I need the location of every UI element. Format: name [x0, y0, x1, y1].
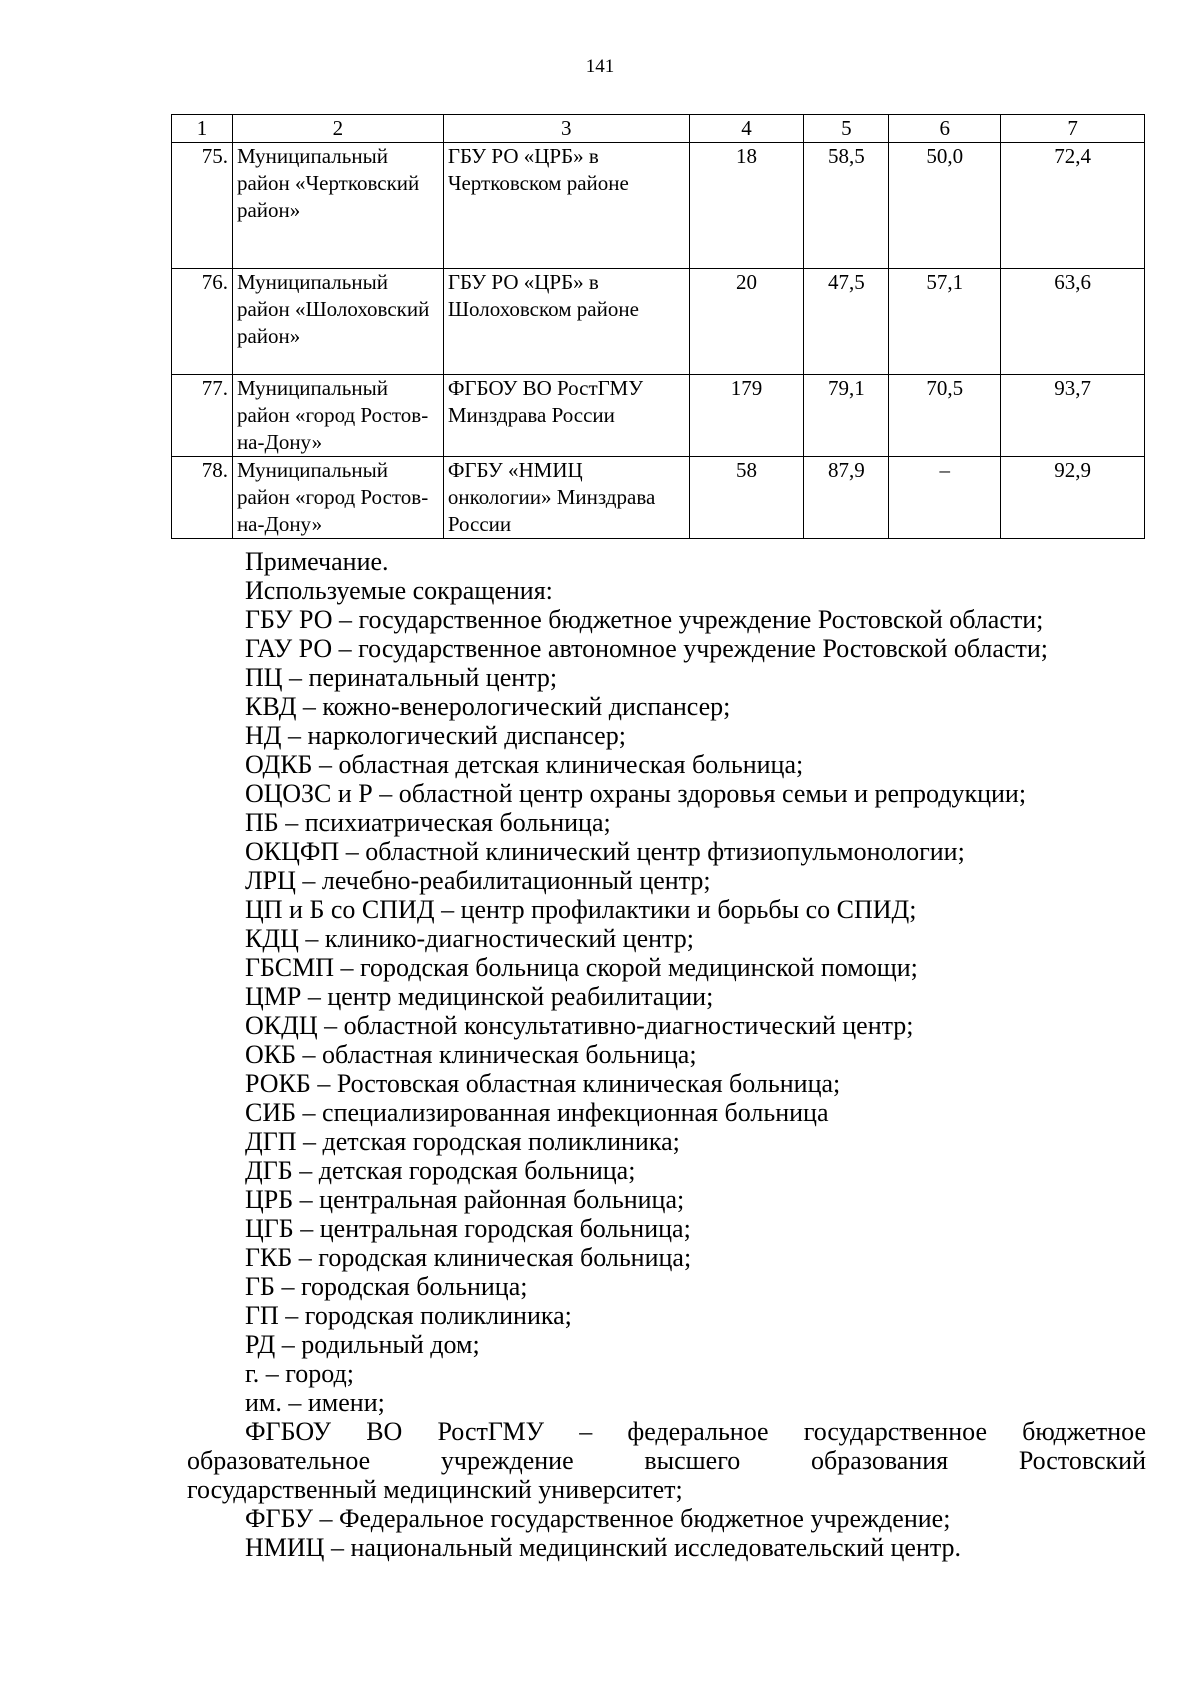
abbreviation-item: ГБУ РО – государственное бюджетное учреждение Ростовской области;: [245, 605, 1044, 634]
value-cell: 57,1: [889, 269, 1001, 375]
district-cell: Муниципальный район «Шолоховский район»: [232, 269, 443, 375]
district-cell: Муниципальный район «Чертковский район»: [232, 143, 443, 269]
abbreviation-item: ОЦОЗС и Р – областной центр охраны здоровья семьи и репродукции;: [245, 779, 1027, 808]
row-number: 78.: [172, 457, 233, 539]
column-header: 5: [804, 115, 889, 143]
abbreviation-item: КДЦ – клинико-диагностический центр;: [245, 924, 694, 953]
value-cell: –: [889, 457, 1001, 539]
row-number: 76.: [172, 269, 233, 375]
notes-section: [187, 547, 1146, 1562]
value-cell: 72,4: [1001, 143, 1145, 269]
value-cell: 179: [689, 375, 804, 457]
value-cell: 92,9: [1001, 457, 1145, 539]
value-cell: 58,5: [804, 143, 889, 269]
abbreviation-item: РОКБ – Ростовская областная клиническая больница;: [245, 1069, 841, 1098]
abbreviation-item: НД – наркологический диспансер;: [245, 721, 626, 750]
abbreviation-item: ДГП – детская городская поликлиника;: [245, 1127, 680, 1156]
abbreviation-item: ЦГБ – центральная городская больница;: [245, 1214, 691, 1243]
institution-cell: ГБУ РО «ЦРБ» в Шолоховском районе: [443, 269, 689, 375]
abbreviation-item: ОДКБ – областная детская клиническая больница;: [245, 750, 804, 779]
table-header-row: [172, 115, 1145, 143]
abbreviation-item: ГАУ РО – государственное автономное учреждение Ростовской области;: [245, 634, 1048, 663]
table-row: [172, 375, 1145, 457]
value-cell: 70,5: [889, 375, 1001, 457]
institution-cell: ГБУ РО «ЦРБ» в Чертковском районе: [443, 143, 689, 269]
abbreviation-item: ОКБ – областная клиническая больница;: [245, 1040, 697, 1069]
institution-cell: ФГБУ «НМИЦ онкологии» Минздрава России: [443, 457, 689, 539]
abbreviation-item: ОКДЦ – областной консультативно-диагностический центр;: [245, 1011, 914, 1040]
abbreviation-item-fgbou-cont: образовательное учреждение высшего образования Ростовский: [187, 1446, 1146, 1475]
abbreviation-item: им. – имени;: [245, 1388, 385, 1417]
table-row: [172, 143, 1145, 269]
page-number: 141: [585, 56, 615, 77]
column-header: 1: [172, 115, 233, 143]
abbreviation-item: СИБ – специализированная инфекционная больница: [245, 1098, 829, 1127]
abbreviation-item-fgbou-end: государственный медицинский университет;: [187, 1475, 683, 1504]
data-table: [171, 114, 1145, 539]
column-header: 4: [689, 115, 804, 143]
value-cell: 63,6: [1001, 269, 1145, 375]
abbreviation-item: ЦМР – центр медицинской реабилитации;: [245, 982, 714, 1011]
abbreviation-item: ГБ – городская больница;: [245, 1272, 528, 1301]
column-header: 7: [1001, 115, 1145, 143]
abbreviation-item: ГКБ – городская клиническая больница;: [245, 1243, 692, 1272]
abbreviation-item: ЦП и Б со СПИД – центр профилактики и борьбы со СПИД;: [245, 895, 917, 924]
abbreviation-item-fgbou: ФГБОУ ВО РостГМУ – федеральное государственное бюджетное: [245, 1417, 1146, 1446]
value-cell: 47,5: [804, 269, 889, 375]
abbreviation-item: г. – город;: [245, 1359, 354, 1388]
district-cell: Муниципальный район «город Ростов-на-Дону»: [232, 457, 443, 539]
abbreviation-item: ГБСМП – городская больница скорой медицинской помощи;: [245, 953, 918, 982]
row-number: 77.: [172, 375, 233, 457]
notes-heading: Примечание.: [245, 547, 389, 576]
abbreviation-item: РД – родильный дом;: [245, 1330, 480, 1359]
value-cell: 18: [689, 143, 804, 269]
abbreviation-item: ЦРБ – центральная районная больница;: [245, 1185, 685, 1214]
abbreviation-item: ГП – городская поликлиника;: [245, 1301, 572, 1330]
district-cell: Муниципальный район «город Ростов-на-Дону»: [232, 375, 443, 457]
institution-cell: ФГБОУ ВО РостГМУ Минздрава России: [443, 375, 689, 457]
abbreviation-item: ПЦ – перинатальный центр;: [245, 663, 558, 692]
value-cell: 87,9: [804, 457, 889, 539]
value-cell: 50,0: [889, 143, 1001, 269]
notes-subheading: Используемые сокращения:: [245, 576, 553, 605]
table-row: [172, 269, 1145, 375]
column-header: 3: [443, 115, 689, 143]
abbreviation-item: ФГБУ – Федеральное государственное бюджетное учреждение;: [245, 1504, 951, 1533]
value-cell: 58: [689, 457, 804, 539]
abbreviation-item: ОКЦФП – областной клинический центр фтизиопульмонологии;: [245, 837, 965, 866]
column-header: 2: [232, 115, 443, 143]
abbreviation-item: КВД – кожно-венерологический диспансер;: [245, 692, 731, 721]
row-number: 75.: [172, 143, 233, 269]
abbreviation-item: ЛРЦ – лечебно-реабилитационный центр;: [245, 866, 711, 895]
value-cell: 20: [689, 269, 804, 375]
value-cell: 79,1: [804, 375, 889, 457]
table-row: [172, 457, 1145, 539]
abbreviation-item: ДГБ – детская городская больница;: [245, 1156, 636, 1185]
column-header: 6: [889, 115, 1001, 143]
abbreviation-item: ПБ – психиатрическая больница;: [245, 808, 611, 837]
abbreviation-item: НМИЦ – национальный медицинский исследовательский центр.: [245, 1533, 962, 1562]
value-cell: 93,7: [1001, 375, 1145, 457]
